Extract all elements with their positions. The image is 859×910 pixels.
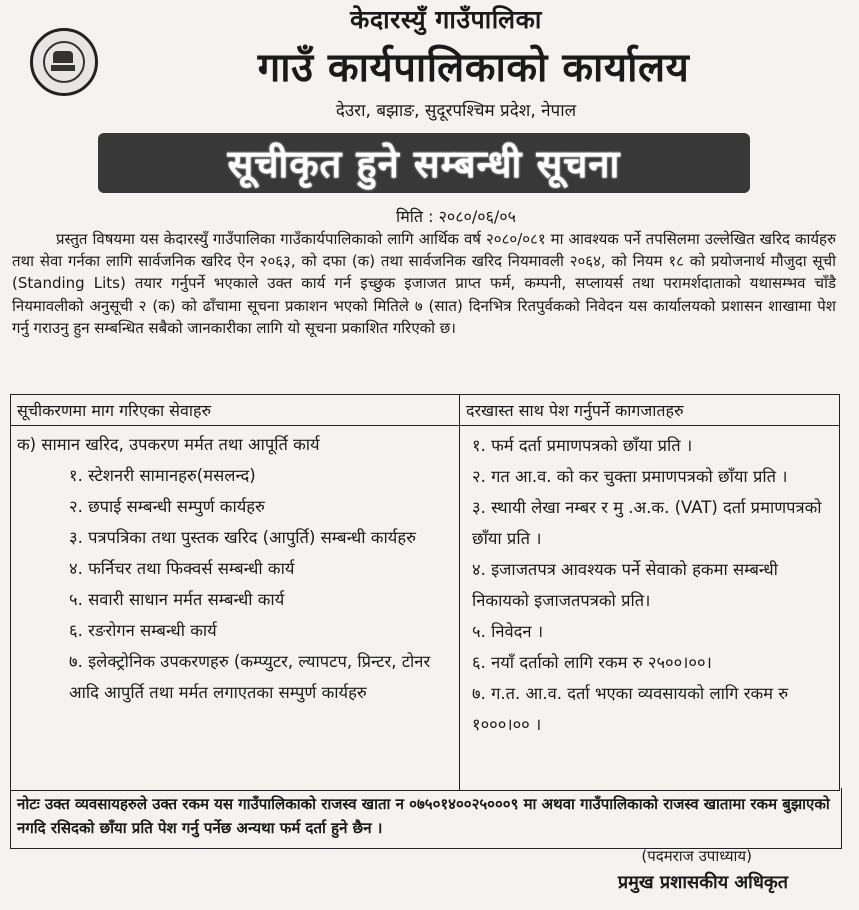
document-item: १. फर्म दर्ता प्रमाणपत्रको छाँया प्रति । xyxy=(472,436,693,455)
service-item: २. छपाई सम्बन्धी सम्पुर्ण कार्यहरु xyxy=(69,497,265,516)
nepal-emblem-icon xyxy=(30,28,98,96)
notice-title-banner xyxy=(98,133,750,193)
service-item: ५. सवारी साधान मर्मत सम्बन्धी कार्य xyxy=(69,590,285,609)
document-item: ५. निवेदन । xyxy=(472,622,544,641)
service-item: ६. रङरोगन सम्बन्धी कार्य xyxy=(69,621,217,640)
notice-body xyxy=(12,228,836,339)
document-item: ७. ग.त. आ.व. दर्ता भएका व्यवसायको लागि रकम रु १०००।०० । xyxy=(472,684,789,734)
document-item: ६. नयाँ दर्ताको लागि रकम रु २५००।००। xyxy=(472,653,712,672)
services-table xyxy=(10,394,840,791)
documents-cell xyxy=(460,426,840,791)
office-name: केदारस्युँ गाउँपालिका xyxy=(350,5,542,34)
table-header-row xyxy=(11,395,840,426)
notice-paragraph: प्रस्तुत विषयमा यस केदारस्युँ गाउँपालिका गाउँकार्यपालिकाको लागि आर्थिक वर्ष २०८०/०८१ मा आवश्यक पर्ने तपसिलमा उल्लेखित खरिद कार्यहरु तथा सेवा गर्नका लागि सार्वजनिक खरिद ऐन २०६३, को दफा (क) तथा सार्वजनिक खरिद नियमावली २०६४, को नियम १८ को प्रयोजनार्थ मौजुदा सूची (Standing Lits) तयार गर्नुपर्ने भएकाले उक्त कार्य गर्न इच्छुक इजाजत प्राप्त फर्म, कम्पनी, सप्लायर्स तथा परामर्शदाताको यथासम्भव चाँडै नियमावलीको अनुसूची २ (क) को ढाँचामा सूचना प्रकाशन भएको मितिले ७ (सात) दिनभित्र रितपुर्वकको निवेदन यस कार्यालयको प्रशासन शाखामा पेश गर्नु गराउनु हुन सम्बन्धित सबैको जानकारीका लागि यो सूचना प्रकाशित गरिएको छ। xyxy=(12,230,836,337)
office-address: देउरा, बझाङ, सुदूरपश्चिम प्रदेश, नेपाल xyxy=(335,101,577,121)
service-item: ३. पत्रपत्रिका तथा पुस्तक खरिद (आपुर्ति) सम्बन्धी कार्यहरु xyxy=(69,528,416,547)
office-title: गाउँ कार्यपालिकाको कार्यालय xyxy=(257,45,690,91)
service-item: १. स्टेशनरी सामानहरु(मसलन्द) xyxy=(69,466,256,485)
notice-date: मिति : २०८०/०६/०५ xyxy=(396,207,516,226)
documents-column-header: दरखास्त साथ पेश गर्नुपर्ने कागजातहरु xyxy=(460,395,840,426)
service-item: ४. फर्निचर तथा फिक्वर्स सम्बन्धी कार्य xyxy=(69,559,295,578)
signatory-designation: प्रमुख प्रशासकीय अधिकृत xyxy=(617,872,788,893)
notice-page xyxy=(8,0,844,904)
table-row xyxy=(11,426,840,791)
payment-note: नोटः उक्त व्यवसायहरुले उक्त रकम यस गाउँपालिकाको राजस्व खाता न ०७५०१४००२५०००९ मा अथवा गाउँपालिकाको राजस्व खातामा रकम बुझाएको नगदि रसिदको छाँया प्रति पेश गर्नु पर्नेछ अन्यथा फर्म दर्ता हुने छैन । xyxy=(10,788,842,849)
signatory-name: (पदमराज उपाध्याय) xyxy=(641,847,752,865)
letterhead xyxy=(8,0,844,128)
services-cell xyxy=(11,426,460,791)
document-item: ३. स्थायी लेखा नम्बर र मु .अ.क. (VAT) दर्ता प्रमाणपत्रको छाँया प्रति । xyxy=(472,498,822,548)
services-column-header: सूचीकरणमा माग गरिएका सेवाहरु xyxy=(11,395,460,426)
document-item: ४. इजाजतपत्र आवश्यक पर्ने सेवाको हकमा सम्बन्धी निकायको इजाजतपत्रको प्रति। xyxy=(472,560,778,610)
service-item: ७. इलेक्ट्रोनिक उपकरणहरु (कम्प्युटर, ल्यापटप, प्रिन्टर, टोनर आदि आपुर्ति तथा मर्मत लगाएतका सम्पुर्ण कार्यहरु xyxy=(69,652,431,702)
document-item: २. गत आ.व. को कर चुक्ता प्रमाणपत्रको छाँया प्रति । xyxy=(472,467,788,486)
notice-title: सूचीकृत हुने सम्बन्धी सूचना xyxy=(227,142,621,186)
service-group-heading: क) सामान खरिद, उपकरण मर्मत तथा आपूर्ति कार्य xyxy=(17,435,320,454)
